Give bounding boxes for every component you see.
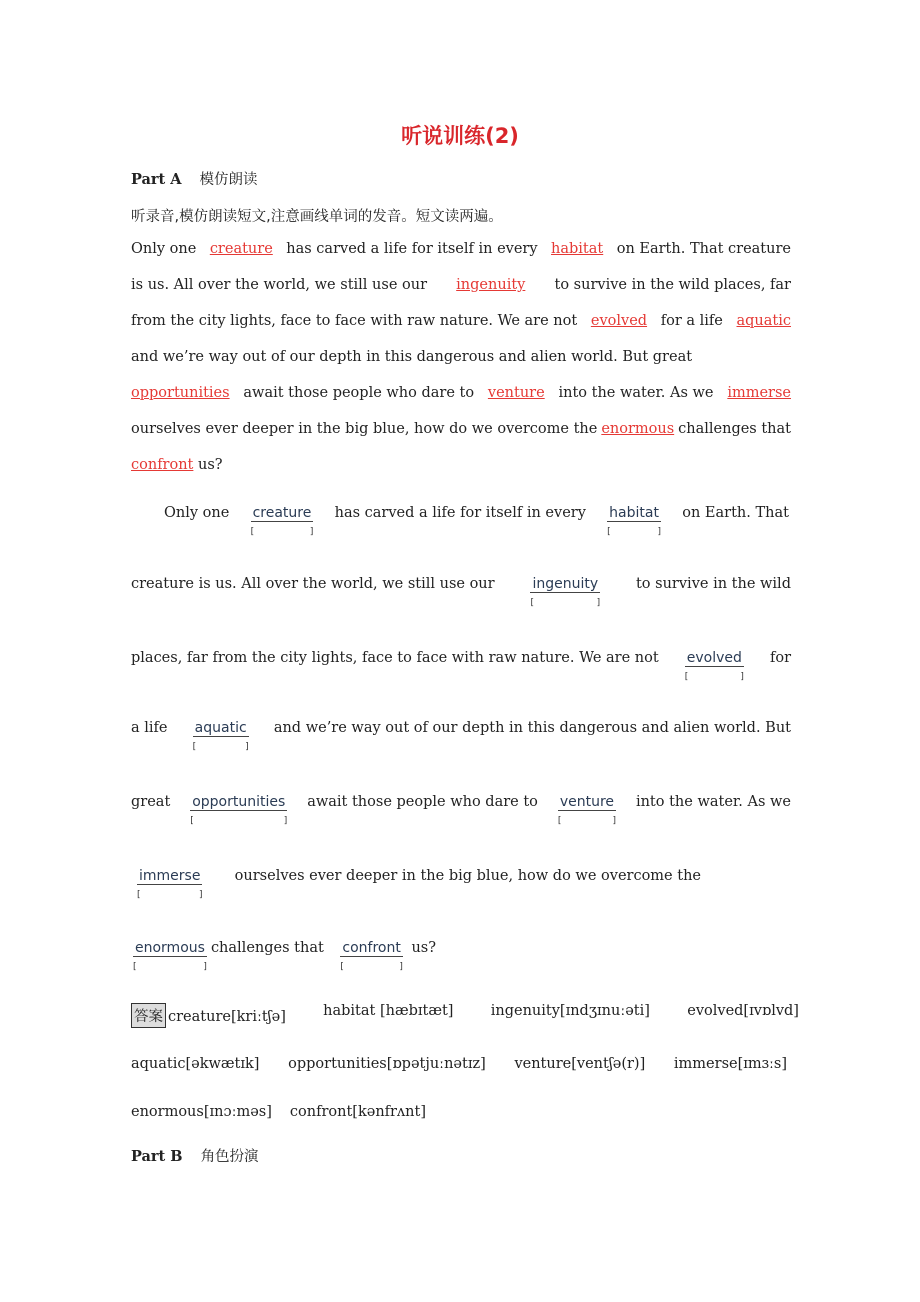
exercise-line-3 bbox=[131, 650, 791, 682]
exercise-text: creature is us. All over the world, we still use our bbox=[131, 576, 495, 592]
bracket: [ bbox=[530, 598, 534, 608]
part-b-label: Part B bbox=[131, 1148, 183, 1165]
blank-word: enormous bbox=[135, 940, 205, 956]
bracket: ] bbox=[283, 816, 288, 826]
underlined-word: habitat bbox=[551, 241, 604, 257]
passage-text: is us. All over the world, we still use our bbox=[131, 277, 428, 293]
passage-text: for a life bbox=[660, 313, 723, 329]
answer-phonetic: creature[kriːtʃə] bbox=[168, 1009, 286, 1025]
underlined-word: enormous bbox=[601, 421, 675, 437]
blank-word: ingenuity bbox=[532, 576, 599, 592]
exercise-text: and we’re way out of our depth in this dangerous and alien world. But bbox=[273, 720, 791, 736]
answer-phonetic: ingenuity[ɪndʒɪnuːəti] bbox=[490, 1003, 650, 1019]
exercise-text: for bbox=[769, 650, 791, 666]
passage-line-6 bbox=[131, 421, 791, 437]
exercise-text: await those people who dare to bbox=[307, 794, 538, 810]
underlined-word: ingenuity bbox=[456, 277, 526, 293]
answer-blank bbox=[684, 650, 744, 682]
exercise-line-1 bbox=[164, 505, 789, 537]
answer-phonetic: evolved[ɪvɒlvd] bbox=[687, 1003, 799, 1019]
bracket: [ bbox=[250, 527, 255, 537]
passage-text: from the city lights, face to face with raw nature. We are not bbox=[131, 313, 578, 329]
blank-word: aquatic bbox=[194, 720, 247, 736]
answer-blank bbox=[133, 940, 207, 972]
exercise-line-2 bbox=[131, 576, 791, 608]
exercise-text: great bbox=[131, 794, 171, 810]
exercise-text: ourselves ever deeper in the big blue, how do we overcome the bbox=[234, 868, 701, 884]
part-b-title: 角色扮演 bbox=[200, 1149, 259, 1165]
exercise-text: us? bbox=[411, 940, 437, 956]
instruction: 听录音,模仿朗读短文,注意画线单词的发音。短文读两遍。 bbox=[131, 209, 503, 225]
bracket: ] bbox=[399, 962, 403, 972]
answer-label: 答案 bbox=[131, 1003, 166, 1028]
passage-text: Only one bbox=[131, 241, 197, 257]
bracket: ] bbox=[596, 598, 601, 608]
answer-blank bbox=[557, 794, 617, 826]
passage-text: has carved a life for itself in every bbox=[286, 241, 538, 257]
answer-blank bbox=[192, 720, 249, 752]
answer-line-1 bbox=[131, 1003, 799, 1028]
blank-word: creature bbox=[252, 505, 312, 521]
bracket: [ bbox=[190, 816, 194, 826]
bracket: ] bbox=[203, 962, 207, 972]
part-a-label: Part A bbox=[131, 171, 182, 188]
bracket: ] bbox=[309, 527, 314, 537]
exercise-text: places, far from the city lights, face to face with raw nature. We are not bbox=[131, 650, 659, 666]
blank-word: immerse bbox=[139, 868, 201, 884]
bracket: [ bbox=[192, 742, 197, 752]
bracket: [ bbox=[340, 962, 344, 972]
answer-blank bbox=[137, 868, 203, 900]
bracket: ] bbox=[657, 527, 661, 537]
answer-phonetic: aquatic[əkwætɪk] bbox=[131, 1056, 260, 1072]
answer-phonetic: habitat [hæbɪtæt] bbox=[323, 1003, 454, 1019]
part-a-title: 模仿朗读 bbox=[199, 172, 258, 188]
blank-word: venture bbox=[559, 794, 615, 810]
exercise-text: on Earth. That bbox=[682, 505, 789, 521]
passage-text: to survive in the wild places, far bbox=[554, 277, 791, 293]
exercise-line-6 bbox=[131, 868, 701, 900]
passage-text: and we’re way out of our depth in this dangerous and alien world. But great bbox=[131, 349, 693, 365]
passage-line-3 bbox=[131, 313, 791, 329]
part-a-heading bbox=[131, 168, 791, 189]
blank-word: habitat bbox=[609, 505, 659, 521]
exercise-line-4 bbox=[131, 720, 791, 752]
passage-text: on Earth. That creature bbox=[616, 241, 791, 257]
bracket: ] bbox=[612, 816, 617, 826]
answer-blank bbox=[250, 505, 314, 537]
underlined-word: creature bbox=[209, 241, 273, 257]
passage-text: into the water. As we bbox=[558, 385, 714, 401]
underlined-word: venture bbox=[487, 385, 545, 401]
passage-line-1 bbox=[131, 241, 791, 257]
page-title: 听说训练(2) bbox=[401, 124, 519, 148]
answer-line-2 bbox=[131, 1056, 787, 1072]
part-b-heading bbox=[131, 1145, 791, 1166]
answer-blank bbox=[340, 940, 403, 972]
answer-phonetic: immerse[ɪmɜːs] bbox=[673, 1056, 787, 1072]
blank-word: opportunities bbox=[192, 794, 286, 810]
bracket: [ bbox=[684, 672, 689, 682]
passage-text: us? bbox=[198, 457, 223, 473]
underlined-word: evolved bbox=[590, 313, 648, 329]
exercise-text: to survive in the wild bbox=[635, 576, 791, 592]
answer-blank bbox=[607, 505, 661, 537]
exercise-line-7 bbox=[131, 940, 791, 972]
passage-line-5 bbox=[131, 385, 791, 401]
exercise-line-5 bbox=[131, 794, 791, 826]
underlined-word: confront bbox=[131, 457, 194, 473]
underlined-word: opportunities bbox=[131, 385, 230, 401]
exercise-text: into the water. As we bbox=[635, 794, 791, 810]
exercise-text: has carved a life for itself in every bbox=[334, 505, 586, 521]
passage-line-4 bbox=[131, 349, 791, 365]
passage-text: challenges that bbox=[678, 421, 791, 437]
bracket: ] bbox=[740, 672, 744, 682]
answer-blank bbox=[530, 576, 601, 608]
passage-line-2 bbox=[131, 277, 791, 293]
bracket: [ bbox=[133, 962, 137, 972]
answer-phonetic: confront[kənfrʌnt] bbox=[289, 1104, 426, 1120]
exercise-text: Only one bbox=[164, 505, 230, 521]
answer-blank bbox=[190, 794, 288, 826]
bracket: ] bbox=[198, 890, 203, 900]
bracket: [ bbox=[137, 890, 141, 900]
bracket: [ bbox=[557, 816, 562, 826]
blank-word: evolved bbox=[686, 650, 742, 666]
answer-phonetic: enormous[ɪnɔːməs] bbox=[131, 1104, 272, 1120]
underlined-word: aquatic bbox=[736, 313, 791, 329]
passage-text: await those people who dare to bbox=[243, 385, 475, 401]
answer-phonetic: venture[ventʃə(r)] bbox=[514, 1056, 646, 1072]
passage-text: ourselves ever deeper in the big blue, how do we overcome the bbox=[131, 421, 598, 437]
blank-word: confront bbox=[342, 940, 401, 956]
passage-line-7 bbox=[131, 457, 791, 473]
exercise-text: challenges that bbox=[210, 940, 324, 956]
bracket: ] bbox=[245, 742, 249, 752]
answer-line-3 bbox=[131, 1104, 791, 1120]
exercise-text: a life bbox=[131, 720, 168, 736]
answer-phonetic: opportunities[ɒpətjuːnətɪz] bbox=[288, 1056, 486, 1072]
bracket: [ bbox=[607, 527, 611, 537]
underlined-word: immerse bbox=[727, 385, 791, 401]
